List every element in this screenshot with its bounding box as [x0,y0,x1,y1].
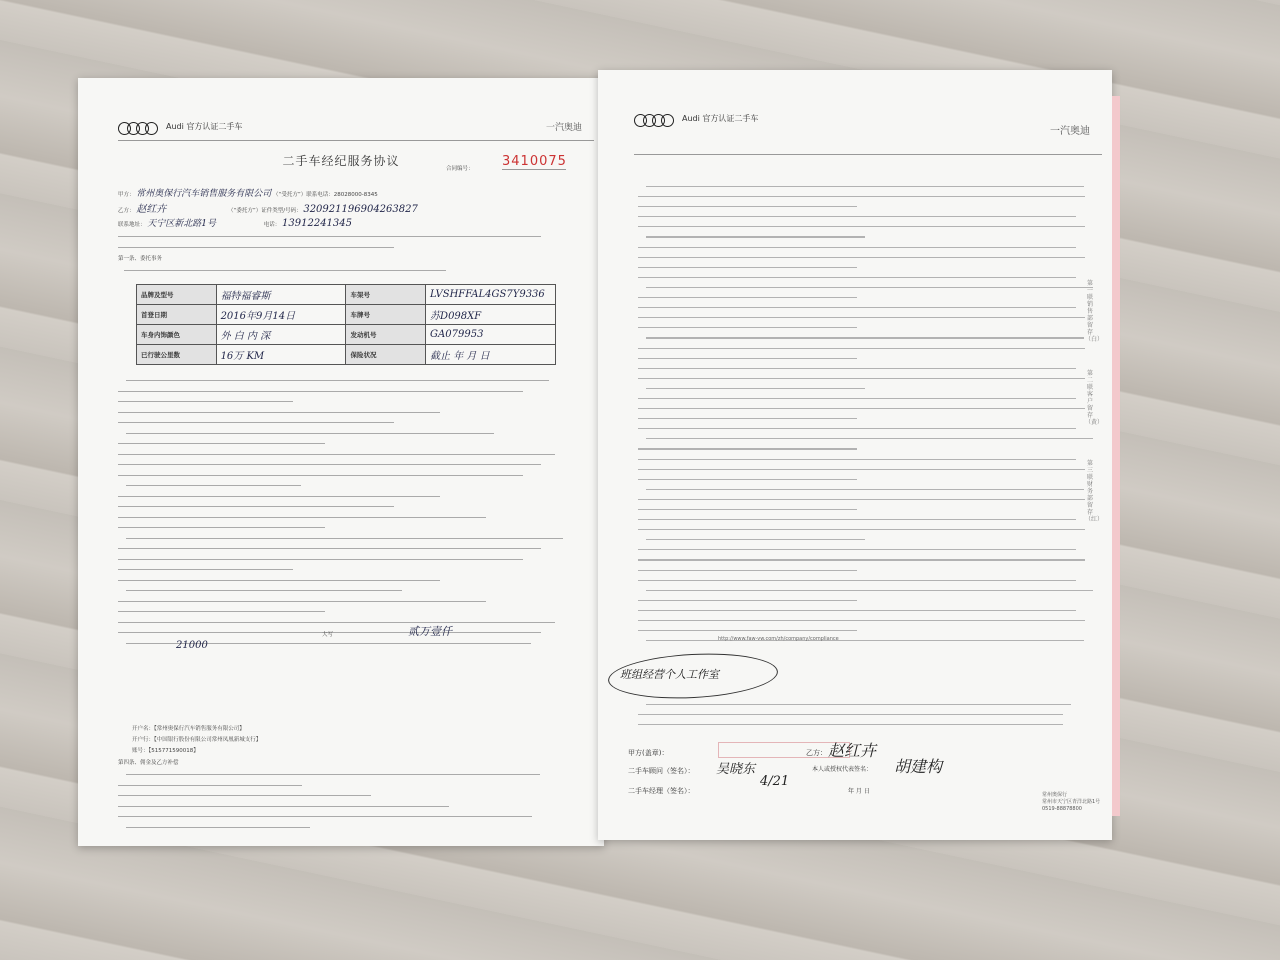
party-b-sign-label: 乙方： [806,749,827,757]
text-line [638,424,1094,434]
footer-address [1042,792,1100,813]
partner-text: 一汽奥迪 [545,123,582,133]
text-line [118,492,578,503]
text-line [638,576,1094,586]
text-line [638,616,1094,626]
vehicle-info-table [136,284,556,365]
brand-text: Audi 官方认证二手车 [682,114,759,123]
text-line [118,781,578,792]
audi-rings-logo-icon [634,112,674,131]
text-line [118,586,578,597]
contact-value: 天宁区新北路1号 [147,219,216,229]
party-b-value: 赵红卉 [136,204,167,215]
text-line [638,475,1094,485]
text-line [118,481,578,492]
vehicle-field-label: 已行驶公里数 [137,345,217,365]
vehicle-table-row [137,325,556,345]
vehicle-field-value: 16万 KM [216,345,346,365]
text-line [638,263,1094,273]
text-line [638,525,1094,535]
contact-label: 联系地址： [118,222,146,228]
price-value: 贰万壹仟 [408,625,452,638]
footer-company: 常州奥保行 [1042,792,1068,798]
text-line [638,202,1094,212]
vehicle-field-label: 发动机号 [346,325,426,345]
section-1-text [118,266,578,277]
vehicle-field-label: 车架号 [346,285,426,305]
side-label-2: 第二联 客户留存（黄） [1085,370,1104,426]
advisor-signature: 吴晓东 [716,762,756,777]
party-b-id: 320921196904263827 [303,204,418,215]
text-line [638,243,1094,253]
header-divider [118,140,594,141]
vehicle-field-value: GA079953 [426,325,556,345]
vehicle-table-row [137,345,556,365]
text-line [638,303,1094,313]
page-header [118,120,590,136]
price-small: 21000 [176,640,208,651]
text-line [118,802,578,813]
partner-text: 一汽奥迪 [1050,126,1090,137]
text-line [638,710,1090,720]
text-line [638,374,1094,384]
text-line [118,387,578,398]
text-line [638,700,1090,710]
text-line [638,323,1094,333]
text-line [118,555,578,566]
text-line [638,434,1094,444]
party-b-row [118,200,418,215]
advisor-sign-label: 二手车顾问（签名）： [628,767,695,775]
side-label-3: 第三联 财务部留存（红） [1085,460,1104,523]
text-line [638,404,1094,414]
text-line [638,414,1094,424]
side-label-1: 第一联 销售部留存（白） [1085,280,1104,343]
party-b-signature: 赵红卉 [828,741,877,760]
text-line [638,485,1094,495]
text-line [638,192,1094,202]
price-label: 大写 [322,632,334,638]
manager-date: 4/21 [760,774,790,789]
text-line [118,523,578,534]
account-number: 账号：【515771590018】 [132,748,199,754]
text-line [118,418,578,429]
text-line [638,555,1094,565]
intro-text-lines [118,232,578,253]
text-line [638,455,1094,465]
vehicle-field-label: 品牌及型号 [137,285,217,305]
text-line [638,515,1094,525]
text-line [638,535,1094,545]
text-line [118,513,578,524]
vehicle-field-value: LVSHFFAL4GS7Y9336 [426,285,556,305]
text-line [118,597,578,608]
party-a-row [118,186,378,199]
footer-phone: 0519-88878800 [1042,806,1082,812]
vehicle-field-value: 苏D098XF [426,305,556,325]
text-line [638,566,1094,576]
section-4-text [118,770,578,833]
bank-name: 开户行：【中国银行股份有限公司常州凤凰新城支行】 [132,737,262,743]
text-line [638,222,1094,232]
text-line [638,333,1094,343]
text-line [118,376,578,387]
contract-page-right [598,70,1112,840]
compliance-url: http://www.faw-vw.com/zh/company/compliance [718,636,839,642]
audi-rings-logo-icon [118,120,158,139]
text-line [118,544,578,555]
agent-signature: 胡建构 [894,757,943,776]
manager-sign-label: 二手车经理（签名）： [628,787,695,795]
vehicle-field-label: 保险状况 [346,345,426,365]
text-line [638,495,1094,505]
party-b-label: 乙方： [118,208,135,214]
contract-page-left [78,78,604,846]
text-line [118,607,578,618]
text-line [118,628,578,639]
text-line [118,429,578,440]
party-a-value: 常州奥保行汽车销售服务有限公司 [136,189,272,199]
text-line [638,720,1090,730]
party-b-note: （“委托方”）证件类型/号码： [228,208,302,214]
text-line [638,253,1094,263]
header-divider [634,154,1102,155]
text-line [638,384,1094,394]
text-line [638,212,1094,222]
text-line [638,364,1094,374]
text-line [118,791,578,802]
text-line [638,596,1094,606]
text-line [118,812,578,823]
text-line [118,450,578,461]
text-line [118,823,578,834]
text-line [638,313,1094,323]
contact-row [118,216,352,229]
vehicle-field-label: 车牌号 [346,305,426,325]
text-line [118,565,578,576]
vehicle-field-value: 福特福睿斯 [216,285,346,305]
carbon-copy-edge [1112,96,1120,816]
text-line [638,545,1094,555]
text-line [638,344,1094,354]
footer-street: 常州市天宁区青洋北路1号 [1042,799,1101,805]
section-1-heading: 第一条、委托事务 [118,256,163,262]
page-header-right [634,112,1098,137]
text-line [118,576,578,587]
text-line [638,293,1094,303]
phone-value: 13912241345 [282,218,353,229]
text-line [638,444,1094,454]
document-title: 二手车经纪服务协议 [282,154,400,168]
text-line [638,626,1094,636]
text-line [638,505,1094,515]
text-line [638,465,1094,475]
brand-text: Audi 官方认证二手车 [166,122,243,131]
text-line [118,439,578,450]
text-line [638,283,1094,293]
text-line [638,273,1094,283]
text-line [118,460,578,471]
contract-number: 3410075 [502,154,567,169]
phone-label: 电话： [263,222,281,228]
vehicle-field-value: 截止 年 月 日 [426,345,556,365]
text-line [638,354,1094,364]
party-a-sign-label: 甲方(盖章)： [628,749,669,757]
clause-text-lines [118,376,578,649]
blank-lines [638,700,1090,730]
vehicle-field-value: 2016年9月14日 [216,305,346,325]
party-a-note: （“受托方”）联系电话：28028000-8345 [273,192,378,198]
agent-sign-label: 本人或授权代表签名： [812,766,873,773]
vehicle-table-row [137,285,556,305]
vehicle-table-row [137,305,556,325]
text-line [118,502,578,513]
vehicle-field-value: 外 白 内 深 [216,325,346,345]
text-line [118,471,578,482]
party-a-label: 甲方： [118,192,135,198]
text-line [118,618,578,629]
text-line [638,182,1094,192]
date-label: 年 月 日 [848,788,870,795]
text-line [638,606,1094,616]
vehicle-field-label: 车身内饰颜色 [137,325,217,345]
section-4-heading: 第四条、佣金及乙方补偿 [118,760,179,766]
text-line [118,534,578,545]
text-line [118,408,578,419]
stamp-text: 班组经营个人工作室 [620,668,719,681]
text-line [638,636,1094,646]
text-line [638,586,1094,596]
vehicle-field-label: 首登日期 [137,305,217,325]
text-line [118,770,578,781]
account-holder: 开户名：【常州奥保行汽车销售服务有限公司】 [132,726,245,732]
text-line [638,394,1094,404]
text-line [118,397,578,408]
text-line [638,232,1094,242]
contract-number-label: 合同编号： [446,166,474,172]
